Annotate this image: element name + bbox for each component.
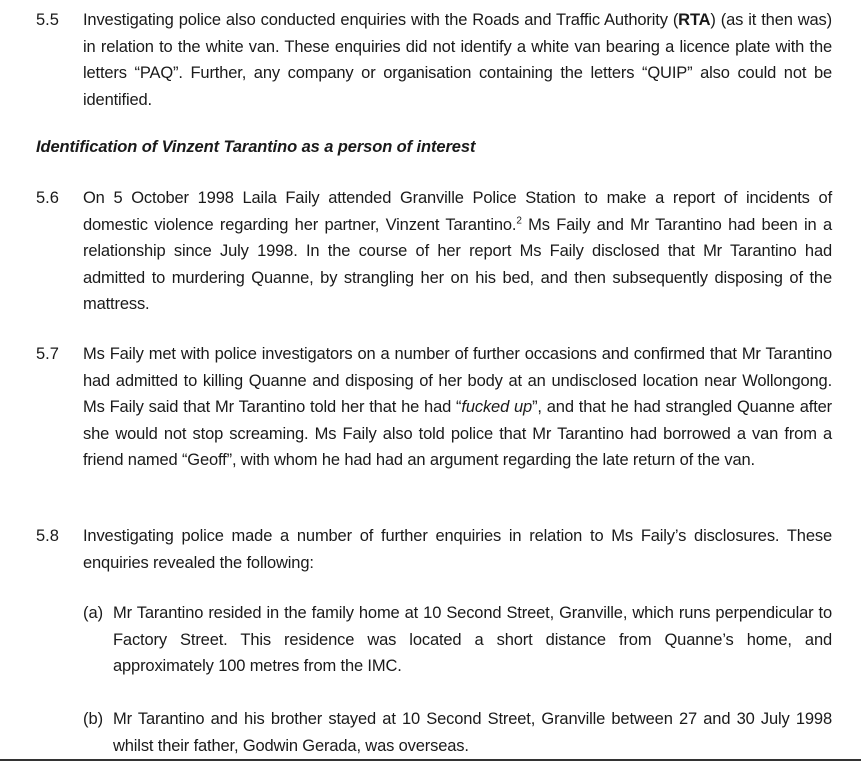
paragraph-text: Investigating police also conducted enquiries with the Roads and Traffic Authority (RTA) (as it then was) in relation to the white van. These enquiries did not identify a white van bearing a licence plate with the letters “PAQ”. Further, any company or organisation containing the letters “QUIP” also could not be identified. (83, 11, 832, 109)
footnote-reference[interactable]: 2 (516, 215, 522, 226)
paragraph-text: Ms Faily met with police investigators on a number of further occasions and confirmed that Mr Tarantino had admitted to killing Quanne and disposing of her body at an undisclosed location near Wollongong. Ms Faily said that Mr Tarantino told her that he had “fucked up”, and that he had strangled Quanne after she would not stop screaming. Ms Faily also told police that Mr Tarantino had borrowed a van from a friend named “Geoff”, with whom he had had an argument regarding the late return of the van. (83, 345, 832, 469)
quoted-phrase: fucked up (461, 398, 533, 416)
section-heading: Identification of Vinzent Tarantino as a person of interest (36, 138, 476, 156)
subparagraph-label: (a) (83, 604, 104, 622)
paragraph-number: 5.6 (36, 189, 59, 207)
paragraph-number: 5.5 (36, 11, 59, 29)
paragraph-text: On 5 October 1998 Laila Faily attended Granville Police Station to make a report of incidents of domestic violence regarding her partner, Vinzent Tarantino.$^2$ Ms Faily and Mr Tarantino had been in a relationship since July 1998. In the course of her report Ms Faily disclosed that Mr Tarantino had admitted to murdering Quanne, by strangling her on his bed, and then subsequently disposing of the mattress. (83, 189, 832, 313)
paragraph-5-5 (36, 7, 832, 113)
paragraph-5-7 (36, 341, 832, 474)
subparagraph-a (83, 600, 832, 680)
subparagraph-label: (b) (83, 710, 104, 728)
paragraph-5-6 (36, 185, 832, 318)
paragraph-text: Investigating police made a number of further enquiries in relation to Ms Faily’s disclosures. These enquiries revealed the following: (83, 527, 832, 572)
subparagraph-b (83, 706, 832, 759)
page-bottom-rule (0, 759, 861, 761)
paragraph-number: 5.8 (36, 527, 59, 545)
abbreviation-rta: RTA (678, 11, 711, 29)
paragraph-number: 5.7 (36, 345, 59, 363)
subparagraph-text: Mr Tarantino and his brother stayed at 10 Second Street, Granville between 27 and 30 July 1998 whilst their father, Godwin Gerada, was overseas. (113, 710, 832, 755)
paragraph-5-8 (36, 523, 832, 576)
subparagraph-text: Mr Tarantino resided in the family home at 10 Second Street, Granville, which runs perpendicular to Factory Street. This residence was located a short distance from Quanne’s home, and approximately 100 metres from the IMC. (113, 604, 832, 675)
